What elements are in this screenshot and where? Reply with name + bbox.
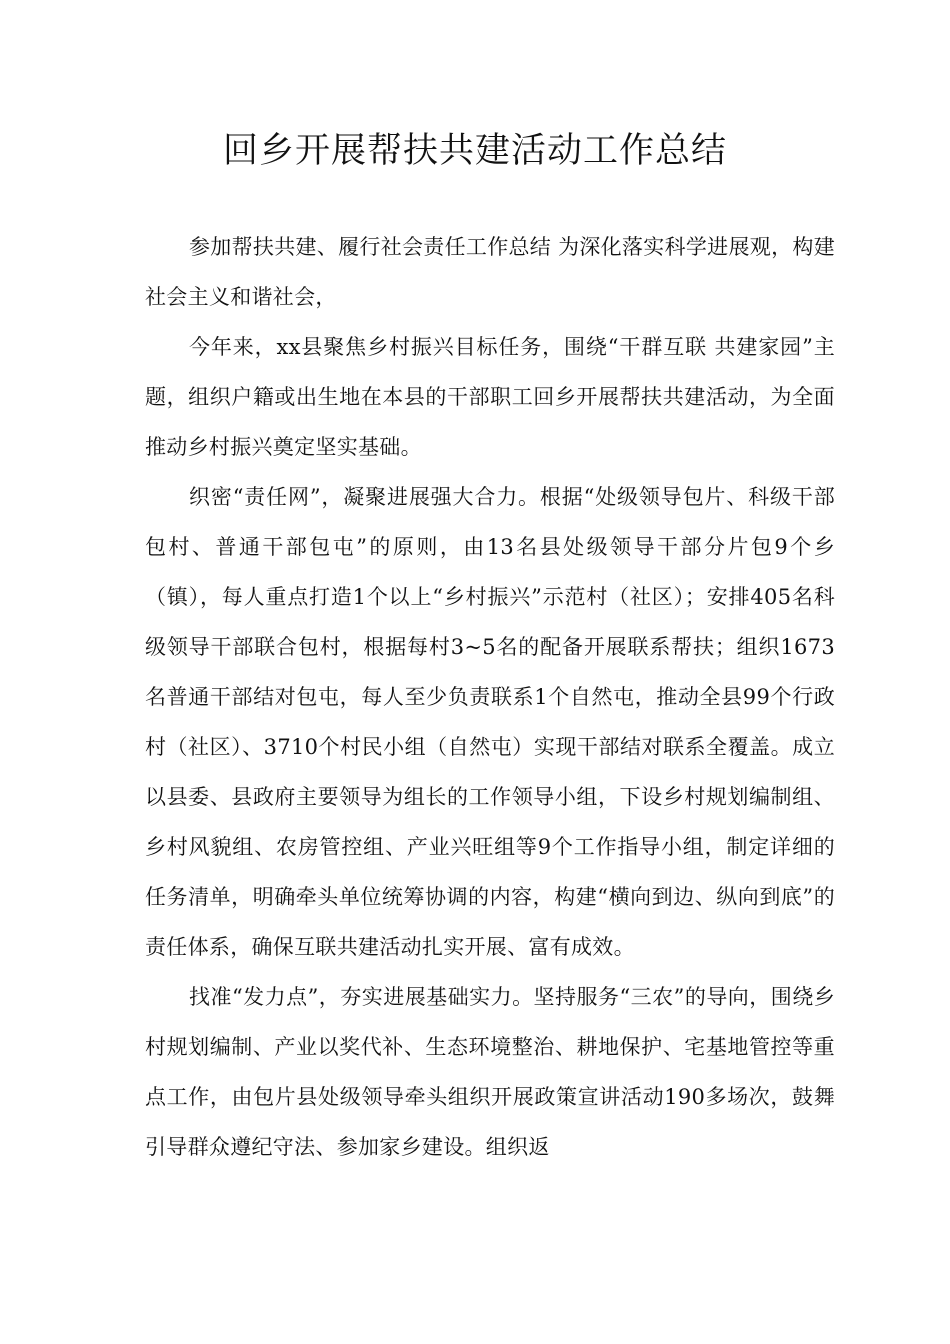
paragraph-responsibility-net: 织密“责任网”，凝聚进展强大合力。根据“处级领导包片、科级干部包村、普通干部包屯”的原则，由13名县处级领导干部分片包9个乡（镇），每人重点打造1个以上“乡村振兴”示范村（社区）；安排405名科级领导干部联合包村，根据每村3~5名的配备开展联系帮扶；组织1673名普通干部结对包屯，每人至少负责联系1个自然屯，推动全县99个行政村（社区）、3710个村民小组（自然屯）实现干部结对联系全覆盖。成立以县委、县政府主要领导为组长的工作领导小组，下设乡村规划编制组、乡村风貌组、农房管控组、产业兴旺组等9个工作指导小组，制定详细的任务清单，明确牵头单位统筹协调的内容，构建“横向到边、纵向到底”的责任体系，确保互联共建活动扎实开展、富有成效。 xyxy=(145,485,835,959)
document-title: 回乡开展帮扶共建活动工作总结 xyxy=(222,131,727,171)
paragraph-focus-point: 找准“发力点”，夯实进展基础实力。坚持服务“三农”的导向，围绕乡村规划编制、产业以奖代补、生态环境整治、耕地保护、宅基地管控等重点工作，由包片县处级领导牵头组织开展政策宣讲活动190多场次，鼓舞引导群众遵纪守法、参加家乡建设。组织返 xyxy=(145,985,835,1159)
paragraph-intro: 参加帮扶共建、履行社会责任工作总结 为深化落实科学进展观，构建社会主义和谐社会， xyxy=(145,235,835,309)
document-body xyxy=(145,222,835,1172)
paragraph-overview: 今年来，xx县聚焦乡村振兴目标任务，围绕“干群互联 共建家园”主题，组织户籍或出生地在本县的干部职工回乡开展帮扶共建活动，为全面推动乡村振兴奠定坚实基础。 xyxy=(145,335,835,459)
